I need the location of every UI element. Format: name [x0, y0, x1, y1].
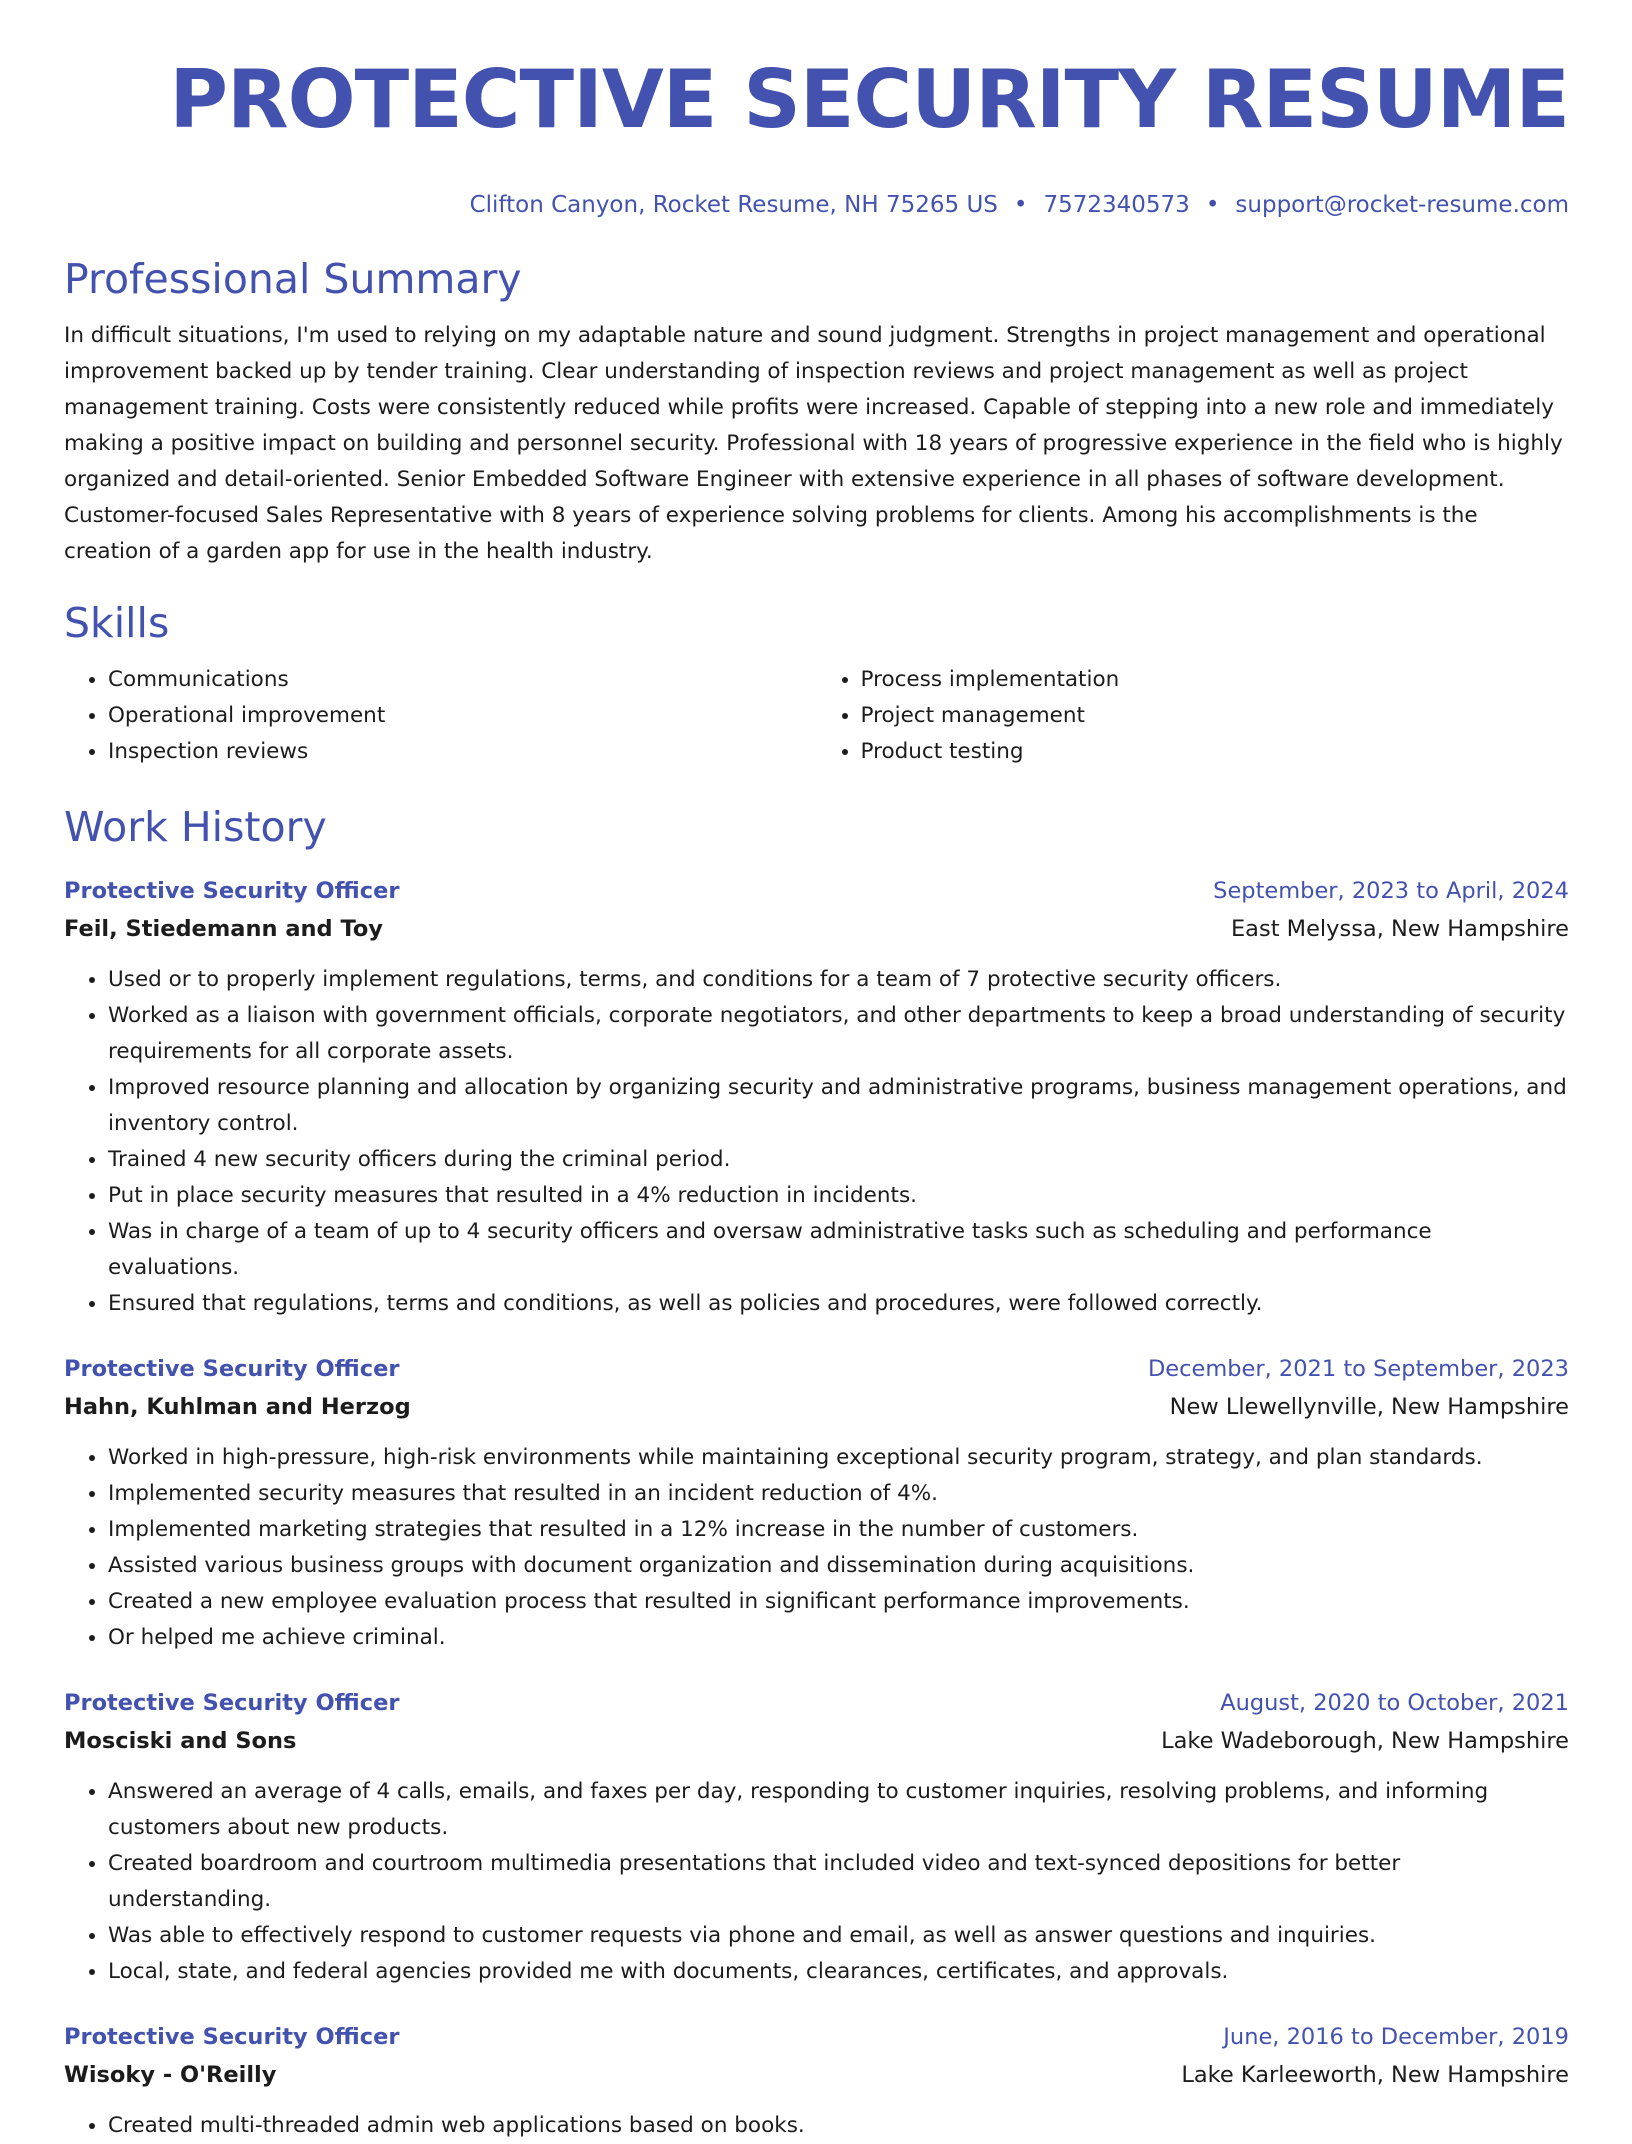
job-bullet: • Created a new employee evaluation process that resulted in significant performance improvements.: [108, 1584, 1569, 1620]
job-entry: [64, 872, 1569, 1322]
job-bullets: [64, 2108, 1569, 2144]
job-header-row: [64, 1684, 1569, 1722]
job-company: Feil, Stiedemann and Toy: [64, 916, 383, 942]
contact-phone: 7572340573: [1043, 192, 1190, 218]
job-bullet: • Improved resource planning and allocation by organizing security and administrative programs, business management operations, and inventory control.: [108, 1070, 1569, 1142]
job-company: Mosciski and Sons: [64, 1728, 297, 1754]
job-company-row: [64, 1388, 1569, 1426]
job-header-row: [64, 2018, 1569, 2056]
job-bullet: • Or helped me achieve criminal.: [108, 1620, 1569, 1656]
job-title: Protective Security Officer: [64, 878, 400, 904]
job-dates: August, 2020 to October, 2021: [1220, 1690, 1569, 1716]
summary-heading: Professional Summary: [64, 255, 522, 303]
skills-heading: Skills: [64, 599, 170, 647]
skill-item: • Inspection reviews: [108, 734, 817, 770]
job-location: Lake Karleeworth, New Hampshire: [1181, 2062, 1569, 2088]
job-dates: September, 2023 to April, 2024: [1213, 878, 1569, 904]
job-bullets: [64, 1774, 1569, 1990]
job-bullet: • Created multi-threaded admin web applications based on books.: [108, 2108, 1569, 2144]
job-title: Protective Security Officer: [64, 1690, 400, 1716]
job-company-row: [64, 1722, 1569, 1760]
job-location: New Llewellynville, New Hampshire: [1169, 1394, 1569, 1420]
skills-column-right: [817, 662, 1570, 770]
skills-list: [64, 662, 1569, 770]
job-bullet: • Was able to effectively respond to customer requests via phone and email, as well as answer questions and inquiries.: [108, 1918, 1569, 1954]
job-bullet: • Ensured that regulations, terms and conditions, as well as policies and procedures, were followed correctly.: [108, 1286, 1569, 1322]
skill-item: • Product testing: [861, 734, 1570, 770]
job-bullet: • Used or to properly implement regulations, terms, and conditions for a team of 7 protective security officers.: [108, 962, 1569, 998]
job-company-row: [64, 910, 1569, 948]
contact-email: support@rocket-resume.com: [1235, 192, 1569, 218]
job-location: Lake Wadeborough, New Hampshire: [1161, 1728, 1569, 1754]
contact-separator: •: [1013, 192, 1028, 218]
job-entry: [64, 2018, 1569, 2144]
job-entry: [64, 1350, 1569, 1656]
job-bullet: • Was in charge of a team of up to 4 security officers and oversaw administrative tasks such as scheduling and performance evaluations.: [108, 1214, 1569, 1286]
job-bullet: • Put in place security measures that resulted in a 4% reduction in incidents.: [108, 1178, 1569, 1214]
job-bullet: • Implemented marketing strategies that resulted in a 12% increase in the number of customers.: [108, 1512, 1569, 1548]
resume-title: PROTECTIVE SECURITY RESUME: [169, 53, 1569, 146]
job-header-row: [64, 872, 1569, 910]
job-bullet: • Trained 4 new security officers during the criminal period.: [108, 1142, 1569, 1178]
job-company-row: [64, 2056, 1569, 2094]
contact-separator: •: [1205, 192, 1220, 218]
job-bullet: • Answered an average of 4 calls, emails, and faxes per day, responding to customer inquiries, resolving problems, and informing customers about new products.: [108, 1774, 1569, 1846]
work-history-heading: Work History: [64, 803, 327, 851]
contact-address: Clifton Canyon, Rocket Resume, NH 75265 US: [469, 192, 998, 218]
job-dates: June, 2016 to December, 2019: [1223, 2024, 1569, 2050]
job-dates: December, 2021 to September, 2023: [1147, 1356, 1569, 1382]
job-header-row: [64, 1350, 1569, 1388]
skill-item: • Process implementation: [861, 662, 1570, 698]
skill-item: • Project management: [861, 698, 1570, 734]
skills-column-left: [64, 662, 817, 770]
job-bullet: • Assisted various business groups with document organization and dissemination during acquisitions.: [108, 1548, 1569, 1584]
skill-item: • Operational improvement: [108, 698, 817, 734]
job-title: Protective Security Officer: [64, 2024, 400, 2050]
job-location: East Melyssa, New Hampshire: [1230, 916, 1569, 942]
job-bullet: • Implemented security measures that resulted in an incident reduction of 4%.: [108, 1476, 1569, 1512]
job-bullet: • Created boardroom and courtroom multimedia presentations that included video and text-synced depositions for better understanding.: [108, 1846, 1569, 1918]
summary-text: In difficult situations, I'm used to relying on my adaptable nature and sound judgment. Strengths in project management and operational improvement backed up by tender training. Clear understanding of inspection reviews and project management as well as project management training. Costs were consistently reduced while profits were increased. Capable of stepping into a new role and immediately making a positive impact on building and personnel security. Professional with 18 years of progressive experience in the field who is highly organized and detail-oriented. Senior Embedded Software Engineer with extensive experience in all phases of software development. Customer-focused Sales Representative with 8 years of experience solving problems for clients. Among his accomplishments is the creation of a garden app for use in the health industry.: [64, 323, 1563, 564]
job-bullet: • Local, state, and federal agencies provided me with documents, clearances, certificates, and approvals.: [108, 1954, 1569, 1990]
job-entry: [64, 1684, 1569, 1990]
job-company: Hahn, Kuhlman and Herzog: [64, 1394, 411, 1420]
job-bullets: [64, 962, 1569, 1322]
job-title: Protective Security Officer: [64, 1356, 400, 1382]
job-bullet: • Worked as a liaison with government officials, corporate negotiators, and other departments to keep a broad understanding of security requirements for all corporate assets.: [108, 998, 1569, 1070]
skill-item: • Communications: [108, 662, 817, 698]
contact-line: [64, 190, 1569, 220]
job-bullets: [64, 1440, 1569, 1656]
job-bullet: • Worked in high-pressure, high-risk environments while maintaining exceptional security program, strategy, and plan standards.: [108, 1440, 1569, 1476]
job-company: Wisoky - O'Reilly: [64, 2062, 277, 2088]
